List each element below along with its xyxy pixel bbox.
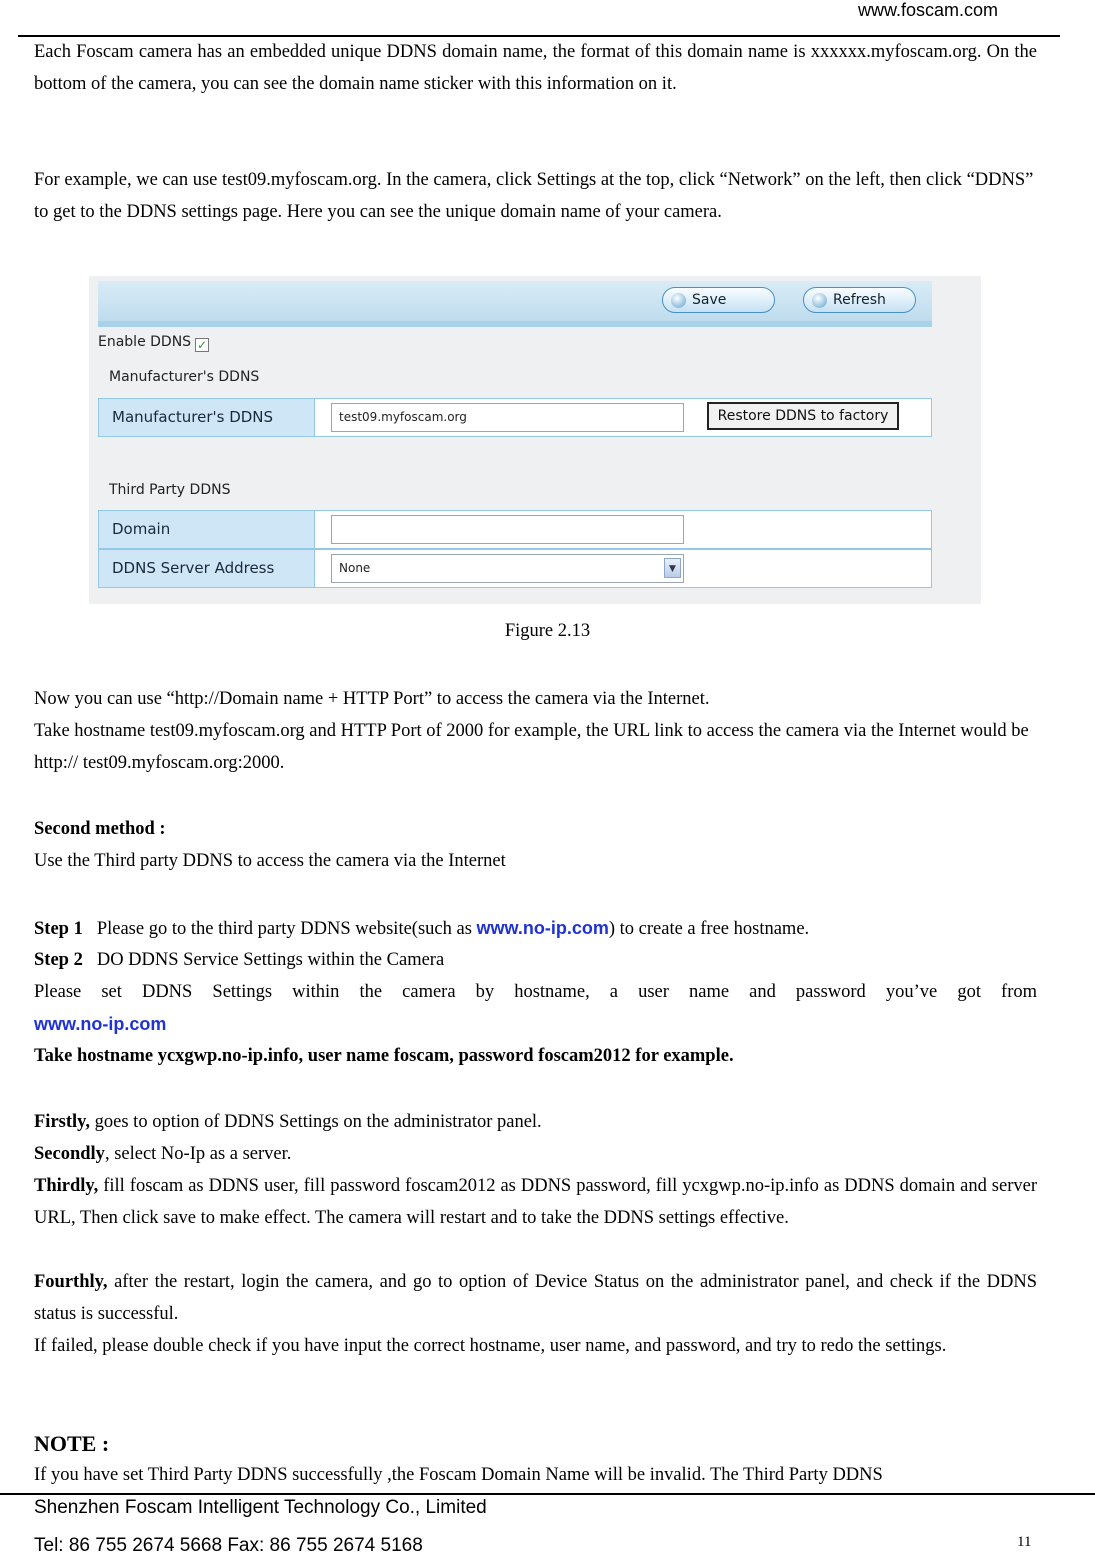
third-party-section-title: Third Party DDNS	[109, 482, 231, 498]
firstly-text: goes to option of DDNS Settings on the administrator panel.	[90, 1112, 542, 1132]
paragraph-access-line1: Now you can use “http://Domain name + HTTP Port” to access the camera via the Internet.	[34, 689, 710, 709]
step1-pre: Please go to the third party DDNS website(such as	[96, 919, 477, 939]
fourthly-text: after the restart, login the camera, and go to option of Device Status on the administrator panel, and check if the DDNS status is successful.	[34, 1272, 1037, 1324]
enable-ddns-checkbox[interactable]: ✓	[196, 338, 208, 352]
header-site-url[interactable]: www.foscam.com	[857, 0, 998, 20]
domain-row	[98, 510, 932, 549]
note-text: If you have set Third Party DDNS successfully ,the Foscam Domain Name will be invalid. The Third Party DDNS	[34, 1465, 883, 1485]
note-title: NOTE :	[34, 1431, 110, 1456]
thirdly-text: fill foscam as DDNS user, fill password foscam2012 as DDNS password, fill ycxgwp.no-ip.info as DDNS domain and server URL, Then click save to make effect. The camera will restart and to take the DDNS settings effective.	[34, 1176, 1037, 1228]
fourthly-label: Fourthly,	[34, 1272, 108, 1292]
save-button[interactable]	[662, 287, 775, 313]
second-method-desc: Use the Third party DDNS to access the camera via the Internet	[34, 851, 506, 871]
paragraph-access-line2: Take hostname test09.myfoscam.org and HTTP Port of 2000 for example, the URL link to access the camera via the Internet would be http:// test09.myfoscam.org:2000.	[34, 721, 1029, 773]
manufacturer-ddns-key: Manufacturer's DDNS	[99, 399, 315, 436]
second-method-title: Second method :	[34, 819, 166, 839]
ddns-server-key: DDNS Server Address	[99, 550, 315, 587]
step2-desc: Please set DDNS Settings within the camera by hostname, a user name and password you’ve got from	[34, 982, 1037, 1002]
footer-company: Shenzhen Foscam Intelligent Technology Co., Limited	[34, 1497, 487, 1518]
example-line	[34, 1040, 1037, 1072]
ddns-settings-screenshot	[89, 276, 981, 604]
refresh-button[interactable]	[803, 287, 916, 313]
thirdly-label: Thirdly,	[34, 1176, 99, 1196]
save-label: Save	[692, 292, 727, 308]
no-ip-link-2[interactable]: www.no-ip.com	[34, 1014, 167, 1034]
domain-input[interactable]	[331, 515, 684, 544]
refresh-icon	[812, 293, 827, 308]
failed-paragraph: If failed, please double check if you have input the correct hostname, user name, and password, and try to redo the settings.	[34, 1336, 947, 1356]
step2-line	[34, 944, 1037, 976]
manufacturer-ddns-input[interactable]: test09.myfoscam.org	[331, 403, 684, 432]
fourthly-paragraph	[34, 1266, 1037, 1330]
no-ip-link[interactable]: www.no-ip.com	[476, 918, 609, 938]
step1-label: Step 1	[34, 919, 83, 939]
domain-key: Domain	[99, 511, 315, 548]
footer-contact: Tel: 86 755 2674 5668 Fax: 86 755 2674 5168	[34, 1535, 423, 1556]
secondly-label: Secondly	[34, 1144, 105, 1164]
step1-line	[34, 912, 1037, 945]
manufacturer-ddns-row	[98, 398, 932, 437]
firstly-line	[34, 1106, 1037, 1138]
settings-toolbar	[98, 281, 932, 327]
page-number: 11	[1017, 1534, 1032, 1550]
ddns-server-value: None	[339, 561, 371, 575]
firstly-label: Firstly,	[34, 1112, 91, 1132]
refresh-label: Refresh	[833, 292, 886, 308]
save-icon	[671, 293, 686, 308]
second-method-heading	[34, 813, 1037, 845]
paragraph-example: For example, we can use test09.myfoscam.org. In the camera, click Settings at the top, click “Network” on the left, then click “DDNS” to get to the DDNS settings page. Here you can see the unique domain name of your camera.	[34, 170, 1034, 222]
secondly-line	[34, 1138, 1037, 1170]
restore-ddns-button[interactable]: Restore DDNS to factory	[707, 402, 899, 430]
note-heading	[34, 1428, 1037, 1462]
step2-link-line	[34, 1008, 1037, 1041]
example-bold: Take hostname ycxgwp.no-ip.info, user name foscam, password foscam2012 for example.	[34, 1046, 734, 1066]
chevron-down-icon[interactable]: ▼	[664, 558, 681, 578]
manufacturer-section-title: Manufacturer's DDNS	[109, 369, 260, 385]
ddns-server-row	[98, 549, 932, 588]
enable-ddns-label: Enable DDNS	[98, 334, 192, 350]
ddns-server-select[interactable]	[331, 554, 684, 583]
footer-rule	[0, 1493, 1095, 1495]
secondly-text: , select No-Ip as a server.	[104, 1144, 292, 1164]
thirdly-paragraph	[34, 1170, 1037, 1234]
step2-text: DO DDNS Service Settings within the Camera	[96, 950, 445, 970]
paragraph-intro: Each Foscam camera has an embedded unique DDNS domain name, the format of this domain name is xxxxxx.myfoscam.org. On the bottom of the camera, you can see the domain name sticker with this information on it.	[34, 42, 1037, 94]
figure-caption: Figure 2.13	[504, 621, 591, 641]
step2-label: Step 2	[34, 950, 83, 970]
step1-post: ) to create a free hostname.	[608, 919, 810, 939]
